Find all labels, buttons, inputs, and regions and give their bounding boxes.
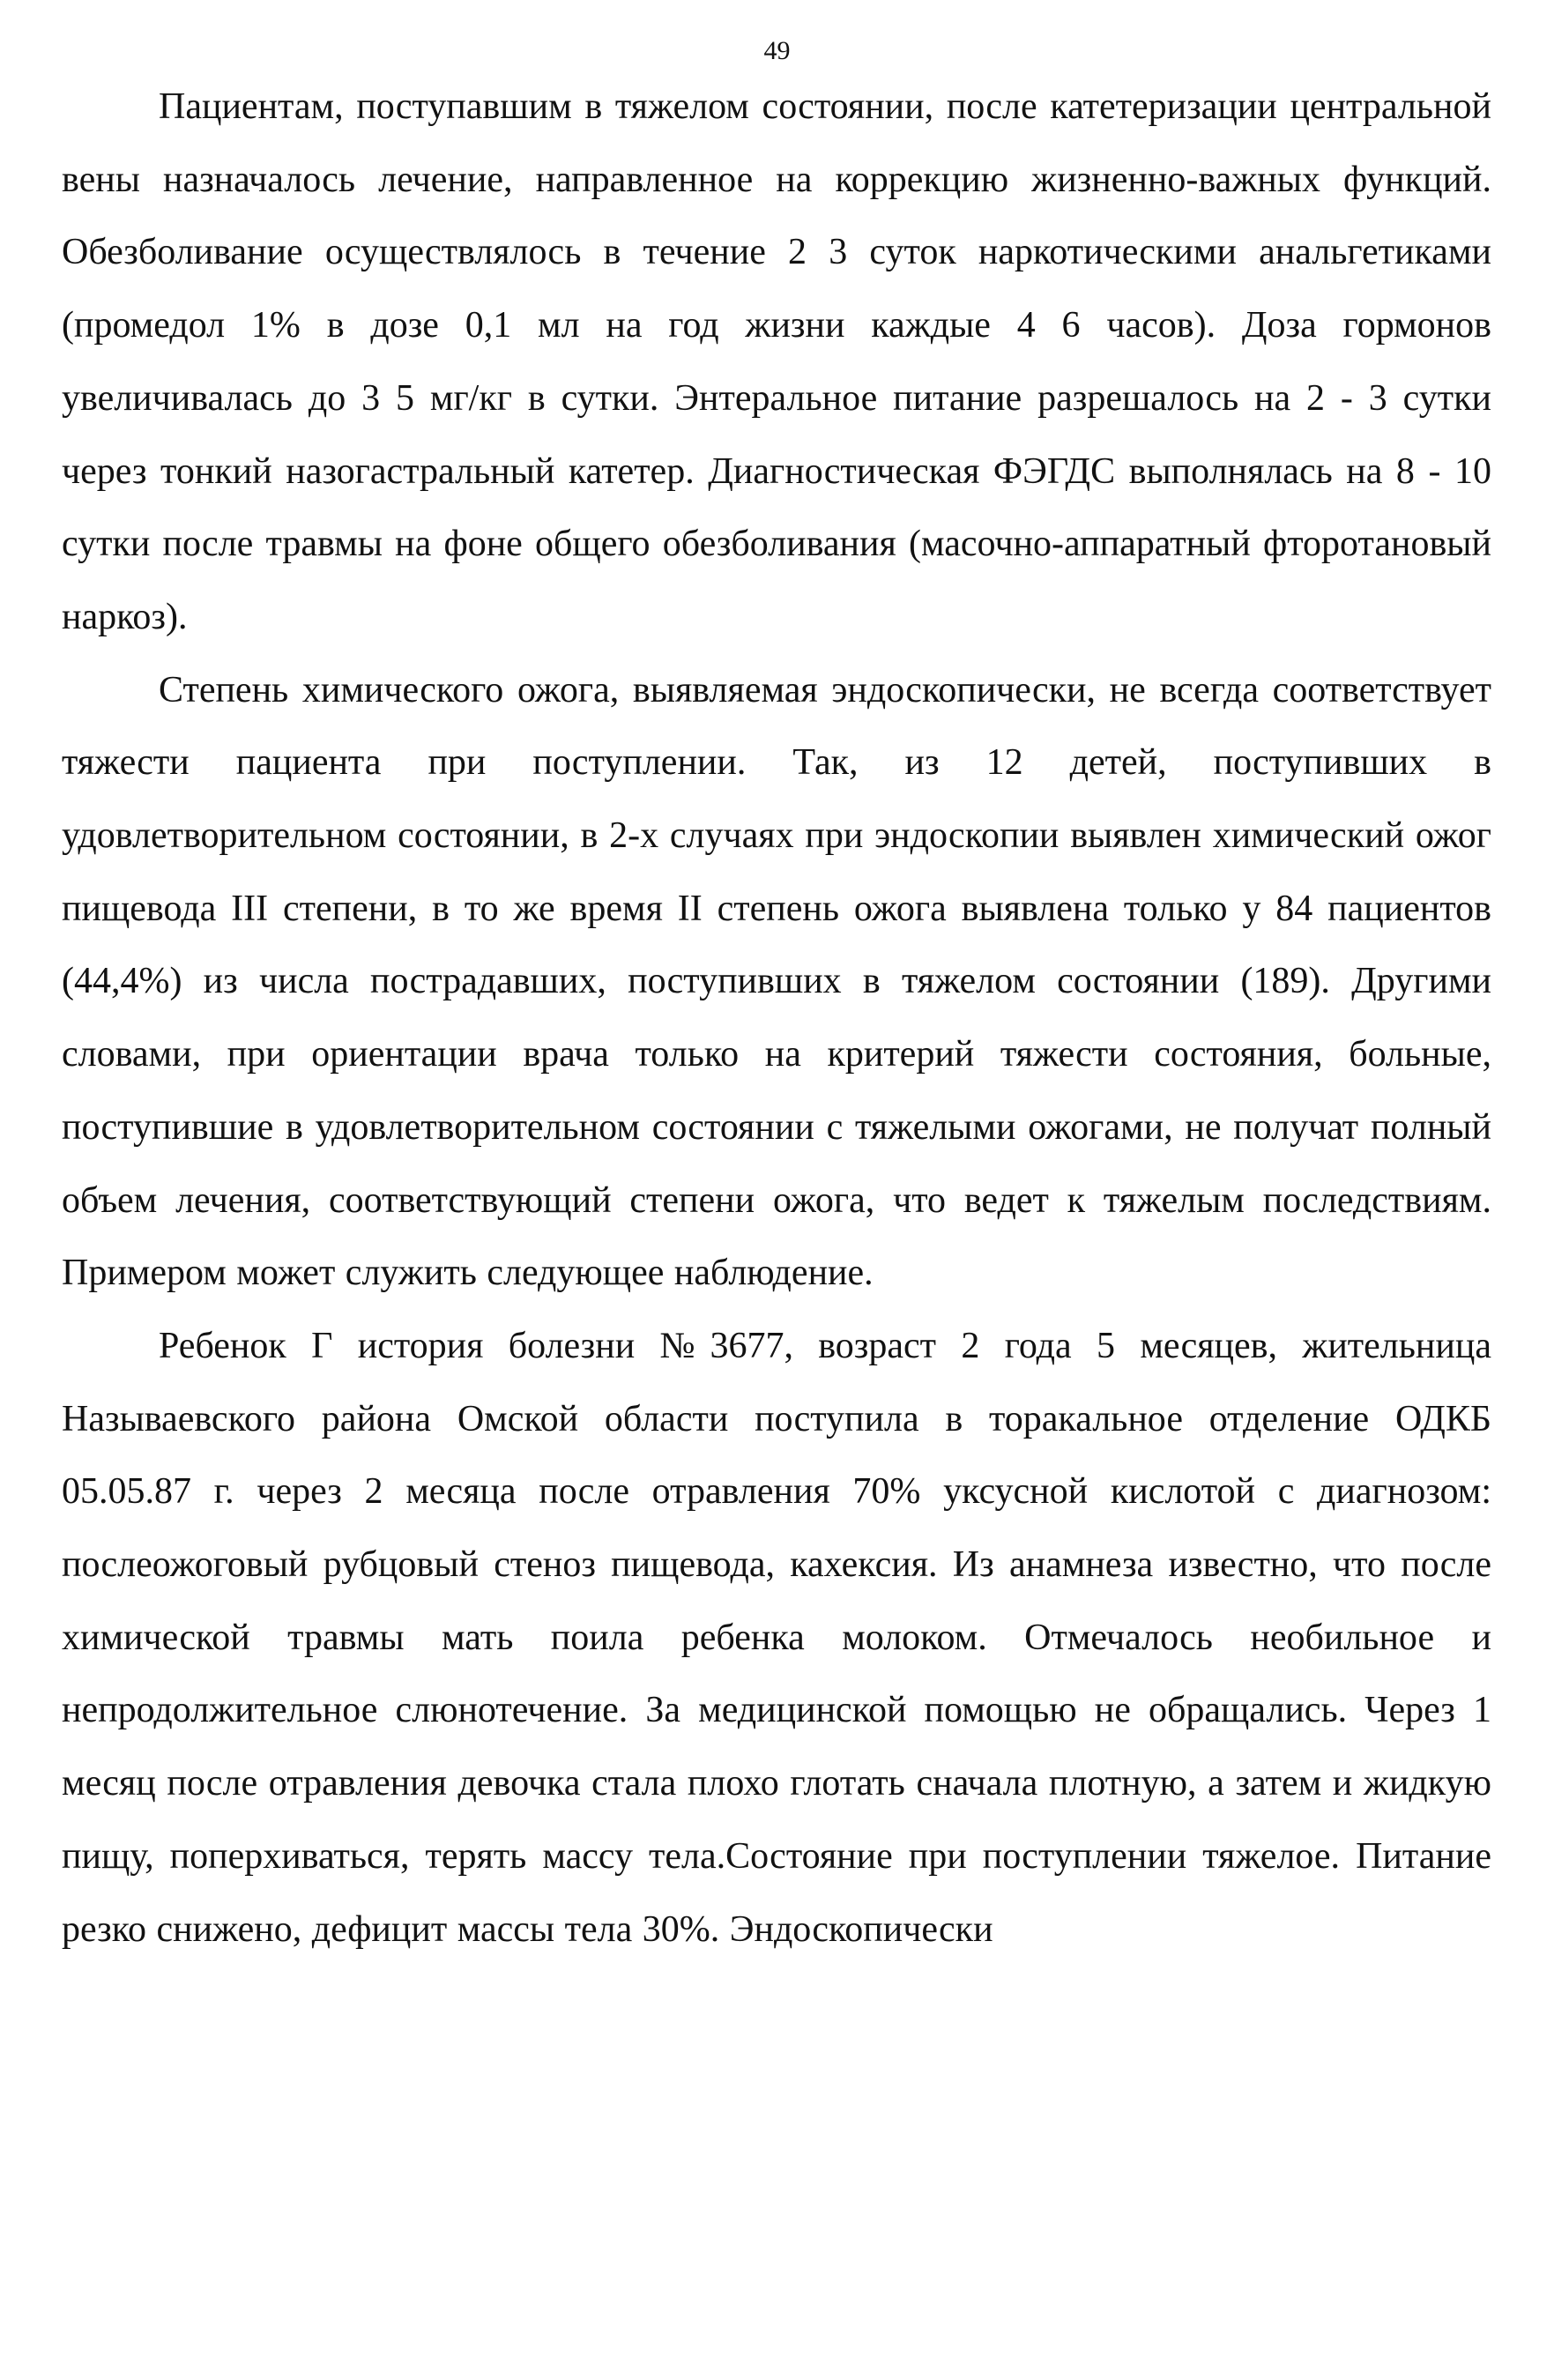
body-text	[62, 71, 1491, 1966]
paragraph-burn-severity: Степень химического ожога, выявляемая эндоскопически, не всегда соответствует тяжести пациента при поступлении. Так, из 12 детей, поступивших в удовлетворительном состоянии, в 2-х случаях при эндоскопии выявлен химический ожог пищевода III степени, в то же время II степень ожога выявлена только у 84 пациентов (44,4%) из числа пострадавших, поступивших в тяжелом состоянии (189). Другими словами, при ориентации врача только на критерий тяжести состояния, больные, поступившие в удовлетворительном состоянии с тяжелыми ожогами, не получат полный объем лечения, соответствующий степени ожога, что ведет к тяжелым последствиям. Примером может служить следующее наблюдение.	[62, 669, 1491, 1294]
page-number: 49	[763, 36, 791, 65]
paragraph-case-report: Ребенок Г история болезни №3677, возраст 2 года 5 месяцев, жительница Называевского района Омской области поступила в торакальное отделение ОДКБ 05.05.87 г. через 2 месяца после отравления 70% уксусной кислотой с диагнозом: послеожоговый рубцовый стеноз пищевода, кахексия. Из анамнеза известно, что после химической травмы мать поила ребенка молоком. Отмечалось необильное и непродолжительное слюнотечение. За медицинской помощью не обращались. Через 1 месяц после отравления девочка стала плохо глотать сначала плотную, а затем и жидкую пищу, поперхиваться, терять массу тела.Состояние при поступлении тяжелое. Питание резко снижено, дефицит массы тела 30%. Эндоскопически	[62, 1325, 1491, 1950]
paragraph-treatment: Пациентам, поступавшим в тяжелом состоянии, после катетеризации центральной вены назначалось лечение, направленное на коррекцию жизненно-важных функций. Обезболивание осуществлялось в течение 2 3 суток наркотическими анальгетиками (промедол 1% в дозе 0,1 мл на год жизни каждые 4 6 часов). Доза гормонов увеличивалась до 3 5 мг/кг в сутки. Энтеральное питание разрешалось на 2 - 3 сутки через тонкий назогастральный катетер. Диагностическая ФЭГДС выполнялась на 8 - 10 сутки после травмы на фоне общего обезболивания (масочно-аппаратный фторотановый наркоз).	[62, 86, 1491, 637]
